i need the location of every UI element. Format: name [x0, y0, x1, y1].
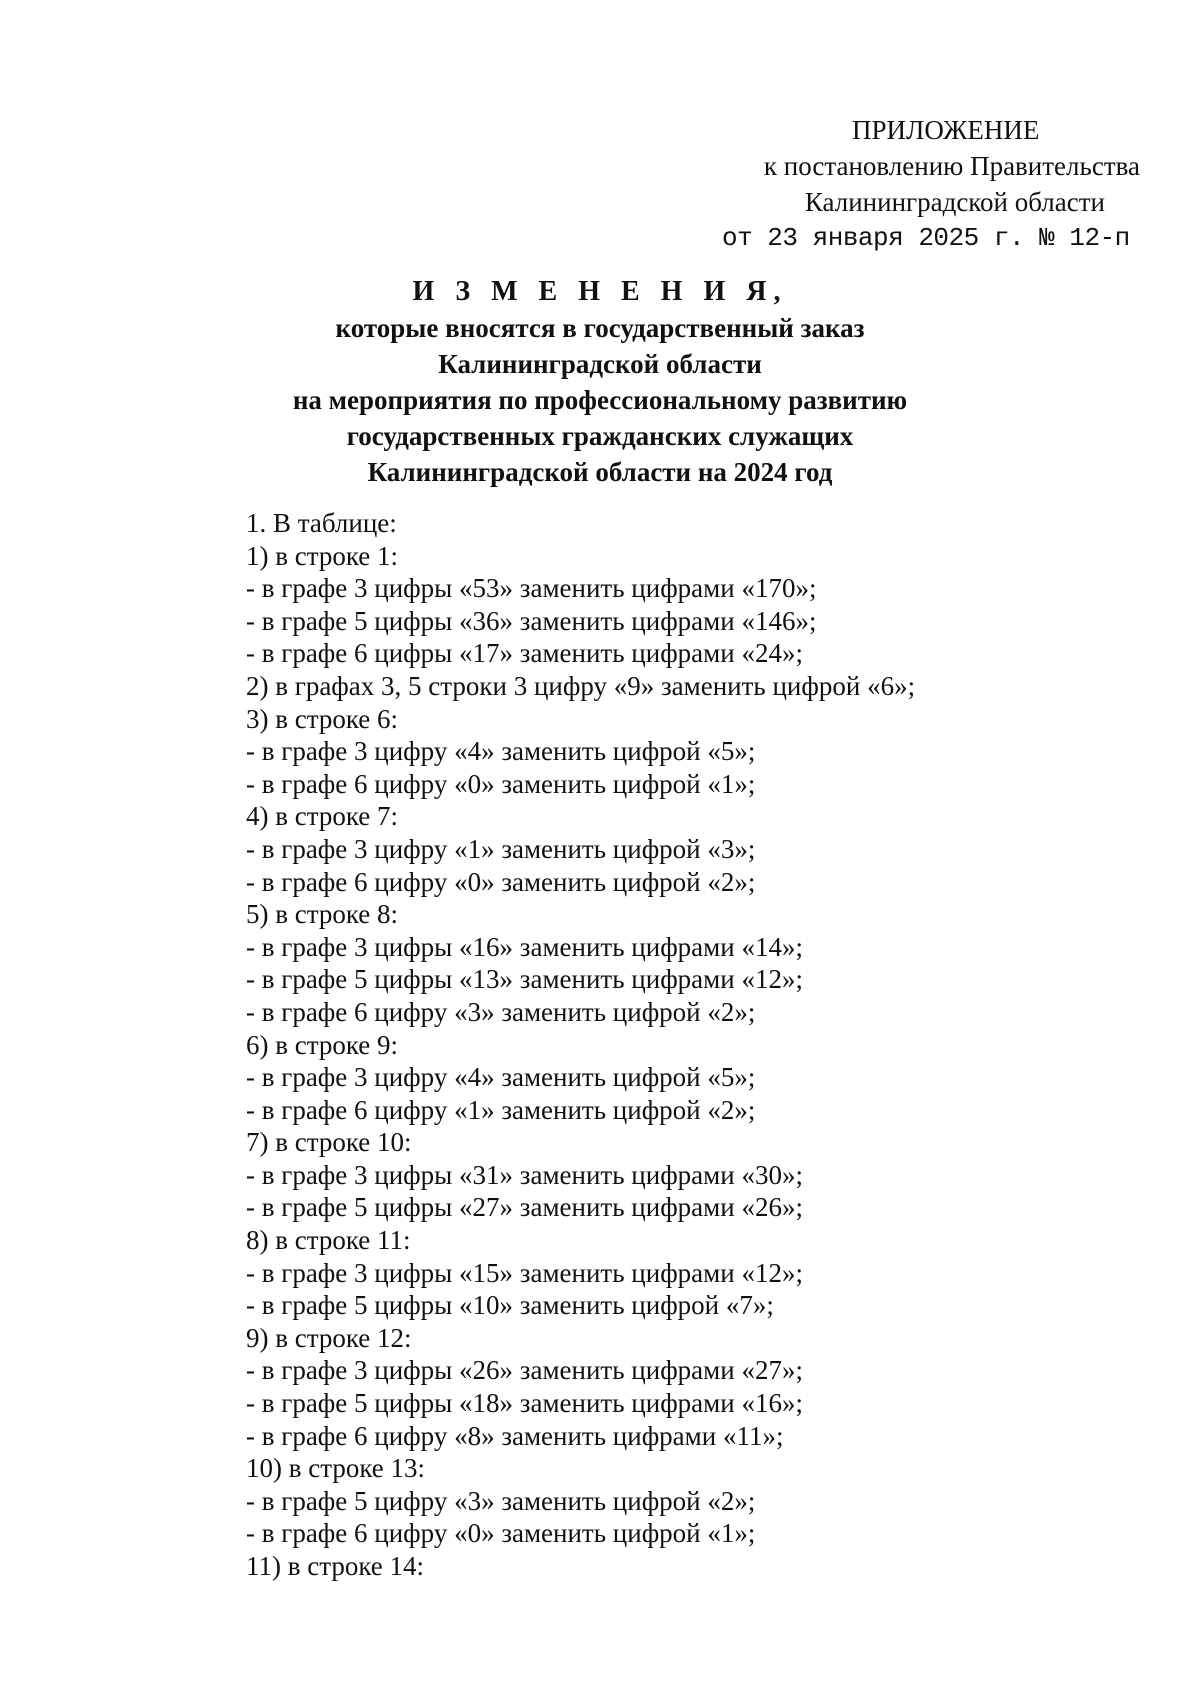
body-line: - в графе 3 цифры «15» заменить цифрами «12»; [246, 1257, 803, 1288]
body-line: 3) в строке 6: [246, 703, 399, 734]
heading-line: которые вносятся в государственный заказ [335, 313, 865, 343]
body-line: - в графе 6 цифру «8» заменить цифрами «11»; [246, 1420, 784, 1451]
body-line: 1. В таблице: [246, 508, 397, 538]
heading-line: на мероприятия по профессиональному развитию [292, 385, 908, 415]
heading-line: государственных гражданских служащих [346, 421, 854, 451]
body-line: 8) в строке 11: [246, 1225, 411, 1256]
document-heading [150, 274, 1050, 490]
body-line: - в графе 5 цифры «13» заменить цифрами «12»; [246, 964, 803, 995]
body-line: 4) в строке 7: [246, 801, 399, 832]
appendix-label: ПРИЛОЖЕНИЕ [852, 115, 1040, 145]
body-line: - в графе 3 цифры «16» заменить цифрами «14»; [246, 931, 803, 962]
heading-title: И З М Е Н Е Н И Я, [412, 276, 788, 307]
body-line: 10) в строке 13: [246, 1453, 426, 1484]
body-line: 2) в графах 3, 5 строки 3 цифру «9» заменить цифрой «6»; [246, 670, 916, 701]
body-line: - в графе 5 цифры «27» заменить цифрами «26»; [246, 1192, 803, 1223]
body-line: - в графе 5 цифры «10» заменить цифрой «7»; [246, 1290, 774, 1321]
document-body [246, 507, 1146, 1583]
body-line: - в графе 3 цифры «53» заменить цифрами «170»; [246, 573, 817, 604]
body-line: - в графе 3 цифру «4» заменить цифрой «5»; [246, 736, 756, 767]
appendix-block [620, 112, 1140, 256]
body-line: - в графе 3 цифры «31» заменить цифрами «30»; [246, 1159, 803, 1190]
body-line: - в графе 6 цифру «0» заменить цифрой «2»; [246, 866, 756, 897]
body-line: - в графе 5 цифры «18» заменить цифрами «16»; [246, 1388, 803, 1419]
body-line: 11) в строке 14: [246, 1551, 425, 1581]
body-line: - в графе 6 цифру «3» заменить цифрой «2»; [246, 996, 756, 1027]
body-line: - в графе 3 цифру «4» заменить цифрой «5»; [246, 1062, 756, 1093]
body-line: 1) в строке 1: [246, 540, 399, 571]
body-line: - в графе 6 цифру «1» заменить цифрой «2»; [246, 1094, 756, 1125]
body-line: 7) в строке 10: [246, 1127, 412, 1158]
body-line: - в графе 3 цифру «1» заменить цифрой «3»; [246, 833, 756, 864]
body-line: 5) в строке 8: [246, 899, 399, 930]
body-line: - в графе 5 цифры «36» заменить цифрами «146»; [246, 605, 817, 636]
body-line: 6) в строке 9: [246, 1029, 399, 1060]
body-line: - в графе 6 цифру «0» заменить цифрой «1»; [246, 768, 756, 799]
body-line: - в графе 5 цифру «3» заменить цифрой «2»; [246, 1485, 756, 1516]
appendix-decree-date-number: от 23 января 2025 г. № 12-п [722, 223, 1130, 253]
appendix-line-region: Калининградской области [804, 187, 1105, 217]
body-line: - в графе 6 цифры «17» заменить цифрами «24»; [246, 638, 803, 669]
body-line: - в графе 6 цифру «0» заменить цифрой «1»; [246, 1518, 756, 1549]
heading-line: Калининградской области на 2024 год [367, 457, 833, 487]
heading-line: Калининградской области [438, 349, 762, 379]
body-line: 9) в строке 12: [246, 1322, 412, 1353]
appendix-line-decree-reference: к постановлению Правительства [763, 151, 1140, 181]
body-line: - в графе 3 цифры «26» заменить цифрами «27»; [246, 1355, 803, 1386]
